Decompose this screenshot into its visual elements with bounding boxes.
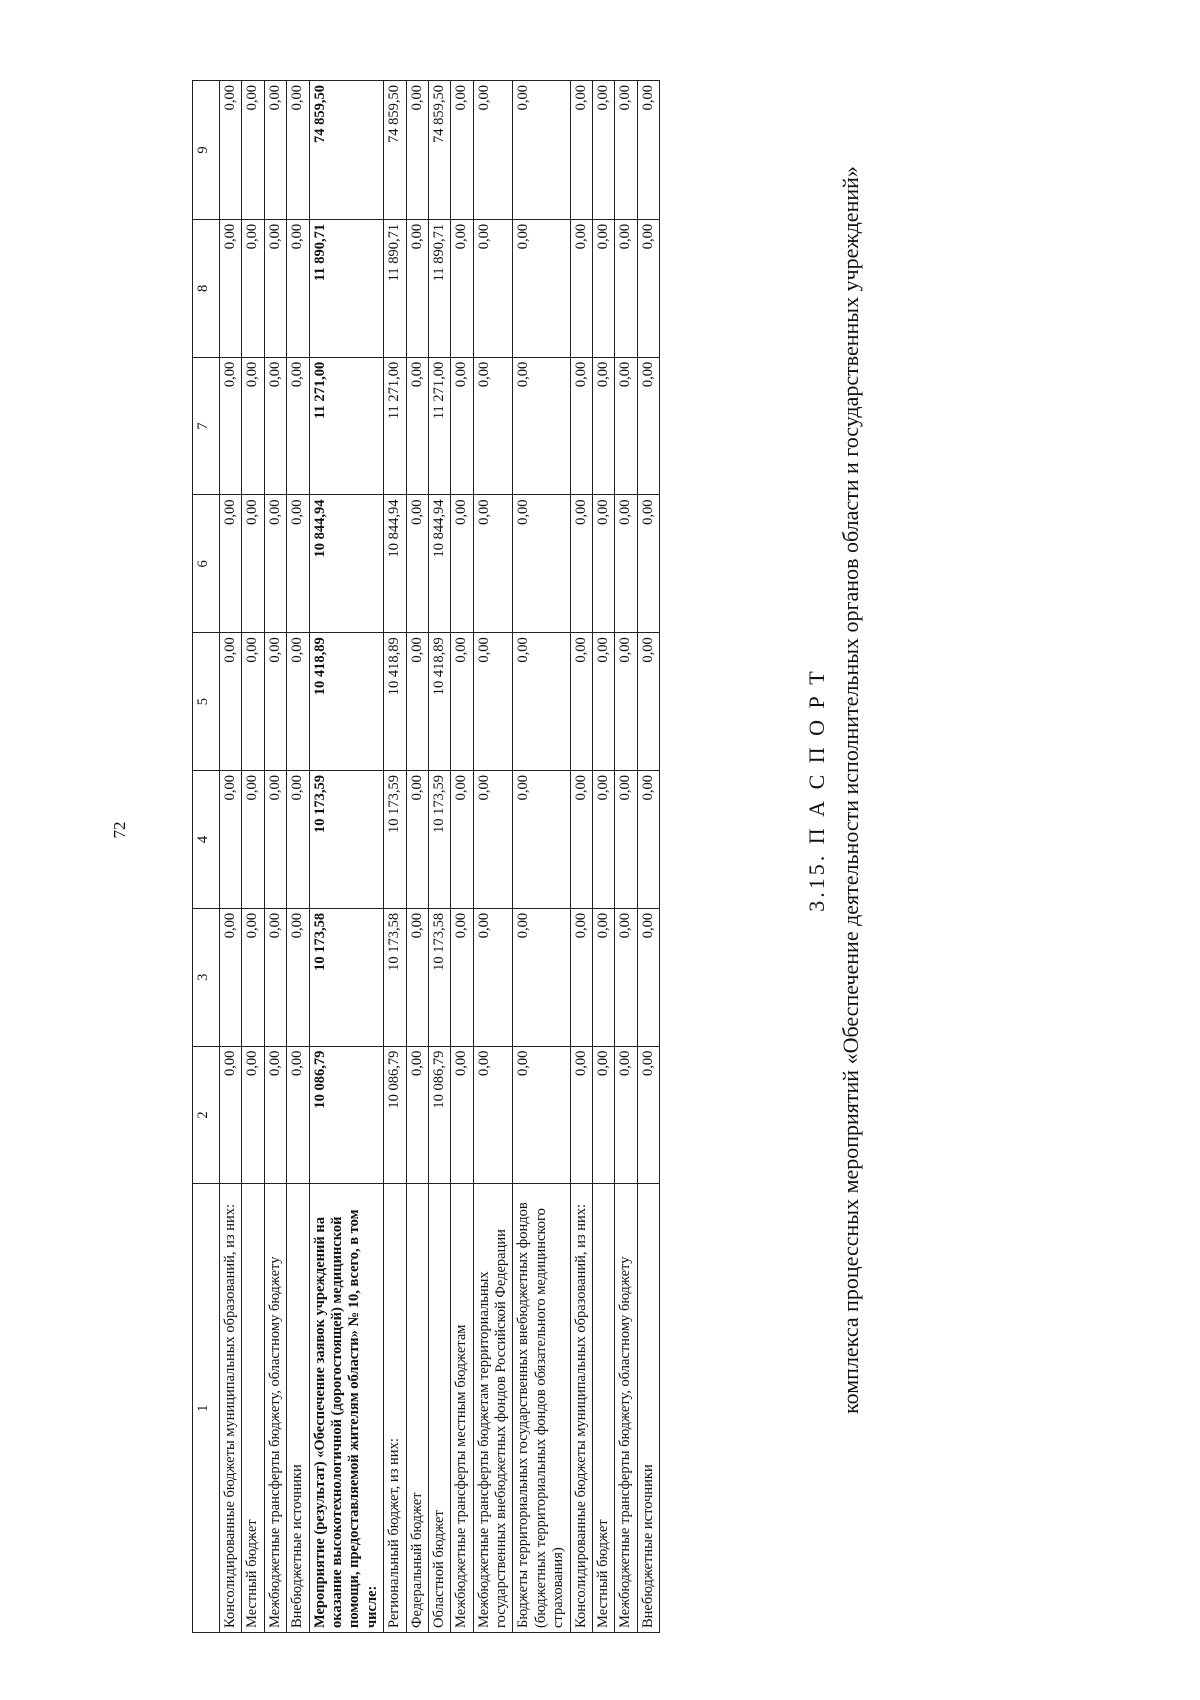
value-cell: 0,00	[287, 908, 309, 1046]
value-cell: 0,00	[451, 1046, 473, 1184]
value-cell: 0,00	[615, 908, 637, 1046]
value-cell: 10 844,94	[428, 495, 450, 633]
value-cell: 0,00	[513, 81, 570, 220]
table-row	[473, 81, 513, 1633]
value-cell: 0,00	[615, 357, 637, 495]
value-cell: 0,00	[451, 357, 473, 495]
table-row	[309, 81, 384, 1633]
column-header-1: 1	[193, 1184, 220, 1633]
row-label-cell: Внебюджетные источники	[637, 1184, 659, 1633]
value-cell: 0,00	[615, 633, 637, 771]
row-label-cell: Областной бюджет	[428, 1184, 450, 1633]
value-cell: 0,00	[513, 495, 570, 633]
value-cell: 0,00	[473, 633, 513, 771]
value-cell: 0,00	[406, 495, 428, 633]
value-cell: 0,00	[406, 219, 428, 357]
table-row	[428, 81, 450, 1633]
value-cell: 10 418,89	[309, 633, 384, 771]
row-label-cell: Межбюджетные трансферты бюджетам территориальных государственных внебюджетных фондов Российской Федерации	[473, 1184, 513, 1633]
value-cell: 11 890,71	[384, 219, 406, 357]
value-cell: 0,00	[473, 771, 513, 909]
table-row	[451, 81, 473, 1633]
table-header-row	[193, 81, 220, 1633]
value-cell: 11 271,00	[384, 357, 406, 495]
value-cell: 0,00	[637, 81, 659, 220]
value-cell: 10 173,59	[384, 771, 406, 909]
value-cell: 0,00	[593, 357, 615, 495]
row-label-cell: Межбюджетные трансферты местным бюджетам	[451, 1184, 473, 1633]
value-cell: 0,00	[615, 81, 637, 220]
value-cell: 0,00	[570, 1046, 592, 1184]
value-cell: 0,00	[451, 771, 473, 909]
value-cell: 0,00	[242, 219, 264, 357]
value-cell: 0,00	[287, 357, 309, 495]
table-row	[264, 81, 286, 1633]
value-cell: 0,00	[287, 495, 309, 633]
value-cell: 0,00	[220, 633, 242, 771]
value-cell: 0,00	[287, 81, 309, 220]
table-row	[242, 81, 264, 1633]
row-label-cell: Бюджеты территориальных государственных внебюджетных фондов (бюджетных территориальных фондов обязательного медицинского страхования)	[513, 1184, 570, 1633]
value-cell: 0,00	[513, 357, 570, 495]
value-cell: 11 890,71	[309, 219, 384, 357]
value-cell: 10 418,89	[384, 633, 406, 771]
table-row	[570, 81, 592, 1633]
value-cell: 10 173,59	[309, 771, 384, 909]
value-cell: 0,00	[287, 633, 309, 771]
value-cell: 0,00	[570, 219, 592, 357]
value-cell: 0,00	[637, 1046, 659, 1184]
value-cell: 0,00	[264, 81, 286, 220]
value-cell: 11 890,71	[428, 219, 450, 357]
value-cell: 0,00	[615, 771, 637, 909]
value-cell: 0,00	[570, 771, 592, 909]
value-cell: 0,00	[451, 495, 473, 633]
value-cell: 0,00	[637, 771, 659, 909]
column-header-7: 7	[193, 357, 220, 495]
column-header-4: 4	[193, 771, 220, 909]
value-cell: 0,00	[570, 81, 592, 220]
value-cell: 0,00	[242, 81, 264, 220]
value-cell: 0,00	[593, 771, 615, 909]
value-cell: 0,00	[570, 633, 592, 771]
value-cell: 0,00	[242, 771, 264, 909]
row-label-cell: Федеральный бюджет	[406, 1184, 428, 1633]
value-cell: 0,00	[593, 1046, 615, 1184]
budget-table-container	[192, 80, 660, 1633]
value-cell: 0,00	[451, 81, 473, 220]
section-heading: 3.15. П А С П О Р Т	[804, 668, 829, 912]
budget-table	[192, 80, 660, 1633]
value-cell: 0,00	[287, 219, 309, 357]
value-cell: 0,00	[264, 771, 286, 909]
value-cell: 10 844,94	[309, 495, 384, 633]
value-cell: 11 271,00	[428, 357, 450, 495]
value-cell: 0,00	[637, 357, 659, 495]
value-cell: 0,00	[220, 495, 242, 633]
value-cell: 10 173,59	[428, 771, 450, 909]
value-cell: 0,00	[242, 357, 264, 495]
table-row	[637, 81, 659, 1633]
table-row	[384, 81, 406, 1633]
value-cell: 0,00	[615, 219, 637, 357]
column-header-5: 5	[193, 633, 220, 771]
value-cell: 0,00	[264, 495, 286, 633]
value-cell: 0,00	[473, 495, 513, 633]
value-cell: 0,00	[264, 908, 286, 1046]
value-cell: 0,00	[406, 357, 428, 495]
value-cell: 0,00	[264, 633, 286, 771]
value-cell: 10 844,94	[384, 495, 406, 633]
value-cell: 0,00	[220, 81, 242, 220]
value-cell: 0,00	[513, 219, 570, 357]
row-label-cell: Региональный бюджет, из них:	[384, 1184, 406, 1633]
column-header-2: 2	[193, 1046, 220, 1184]
value-cell: 10 086,79	[309, 1046, 384, 1184]
value-cell: 0,00	[637, 908, 659, 1046]
column-header-9: 9	[193, 81, 220, 220]
table-row	[220, 81, 242, 1633]
value-cell: 0,00	[264, 219, 286, 357]
value-cell: 0,00	[451, 908, 473, 1046]
value-cell: 0,00	[570, 908, 592, 1046]
value-cell: 0,00	[220, 908, 242, 1046]
column-header-3: 3	[193, 908, 220, 1046]
value-cell: 0,00	[264, 357, 286, 495]
row-label-cell: Мероприятие (результат) «Обеспечение заявок учреждений на оказание высокотехнологичной (дорогостоящей) медицинской помощи, предоставляемой жителям области» № 10, всего, в том числе:	[309, 1184, 384, 1633]
table-row	[615, 81, 637, 1633]
row-label-cell: Межбюджетные трансферты бюджету, областному бюджету	[264, 1184, 286, 1633]
value-cell: 74 859,50	[428, 81, 450, 220]
table-row	[513, 81, 570, 1633]
value-cell: 0,00	[287, 771, 309, 909]
page-number: 72	[110, 821, 129, 839]
value-cell: 0,00	[406, 1046, 428, 1184]
value-cell: 0,00	[406, 908, 428, 1046]
value-cell: 0,00	[220, 771, 242, 909]
section-subtitle: комплекса процессных мероприятий «Обеспечение деятельности исполнительных органов области и государственных учреждений»	[838, 166, 863, 1414]
row-label-cell: Консолидированные бюджеты муниципальных образований, из них:	[570, 1184, 592, 1633]
value-cell: 0,00	[513, 908, 570, 1046]
value-cell: 0,00	[287, 1046, 309, 1184]
row-label-cell: Внебюджетные источники	[287, 1184, 309, 1633]
value-cell: 0,00	[473, 219, 513, 357]
value-cell: 10 173,58	[309, 908, 384, 1046]
value-cell: 0,00	[593, 908, 615, 1046]
value-cell: 0,00	[406, 81, 428, 220]
value-cell: 0,00	[637, 633, 659, 771]
value-cell: 0,00	[220, 219, 242, 357]
value-cell: 10 086,79	[384, 1046, 406, 1184]
table-row	[406, 81, 428, 1633]
row-label-cell: Межбюджетные трансферты бюджету, областному бюджету	[615, 1184, 637, 1633]
value-cell: 74 859,50	[384, 81, 406, 220]
column-header-6: 6	[193, 495, 220, 633]
value-cell: 0,00	[615, 495, 637, 633]
table-row	[593, 81, 615, 1633]
value-cell: 0,00	[593, 495, 615, 633]
value-cell: 0,00	[513, 1046, 570, 1184]
row-label-cell: Местный бюджет	[242, 1184, 264, 1633]
value-cell: 0,00	[593, 81, 615, 220]
table-body	[220, 81, 660, 1633]
value-cell: 0,00	[473, 1046, 513, 1184]
value-cell: 0,00	[513, 771, 570, 909]
value-cell: 74 859,50	[309, 81, 384, 220]
value-cell: 0,00	[593, 633, 615, 771]
value-cell: 0,00	[220, 1046, 242, 1184]
row-label-cell: Местный бюджет	[593, 1184, 615, 1633]
value-cell: 10 173,58	[428, 908, 450, 1046]
value-cell: 11 271,00	[309, 357, 384, 495]
value-cell: 0,00	[637, 219, 659, 357]
value-cell: 0,00	[593, 219, 615, 357]
column-header-8: 8	[193, 219, 220, 357]
value-cell: 0,00	[513, 633, 570, 771]
value-cell: 0,00	[615, 1046, 637, 1184]
value-cell: 0,00	[242, 633, 264, 771]
table-row	[287, 81, 309, 1633]
value-cell: 10 418,89	[428, 633, 450, 771]
value-cell: 0,00	[570, 495, 592, 633]
value-cell: 0,00	[242, 495, 264, 633]
value-cell: 0,00	[451, 219, 473, 357]
value-cell: 0,00	[264, 1046, 286, 1184]
row-label-cell: Консолидированные бюджеты муниципальных образований, из них:	[220, 1184, 242, 1633]
value-cell: 0,00	[406, 633, 428, 771]
value-cell: 0,00	[473, 81, 513, 220]
value-cell: 0,00	[637, 495, 659, 633]
value-cell: 10 173,58	[384, 908, 406, 1046]
value-cell: 0,00	[473, 357, 513, 495]
value-cell: 0,00	[406, 771, 428, 909]
value-cell: 0,00	[451, 633, 473, 771]
value-cell: 0,00	[242, 908, 264, 1046]
value-cell: 10 086,79	[428, 1046, 450, 1184]
value-cell: 0,00	[242, 1046, 264, 1184]
value-cell: 0,00	[220, 357, 242, 495]
value-cell: 0,00	[473, 908, 513, 1046]
section-title	[800, 40, 868, 1540]
value-cell: 0,00	[570, 357, 592, 495]
